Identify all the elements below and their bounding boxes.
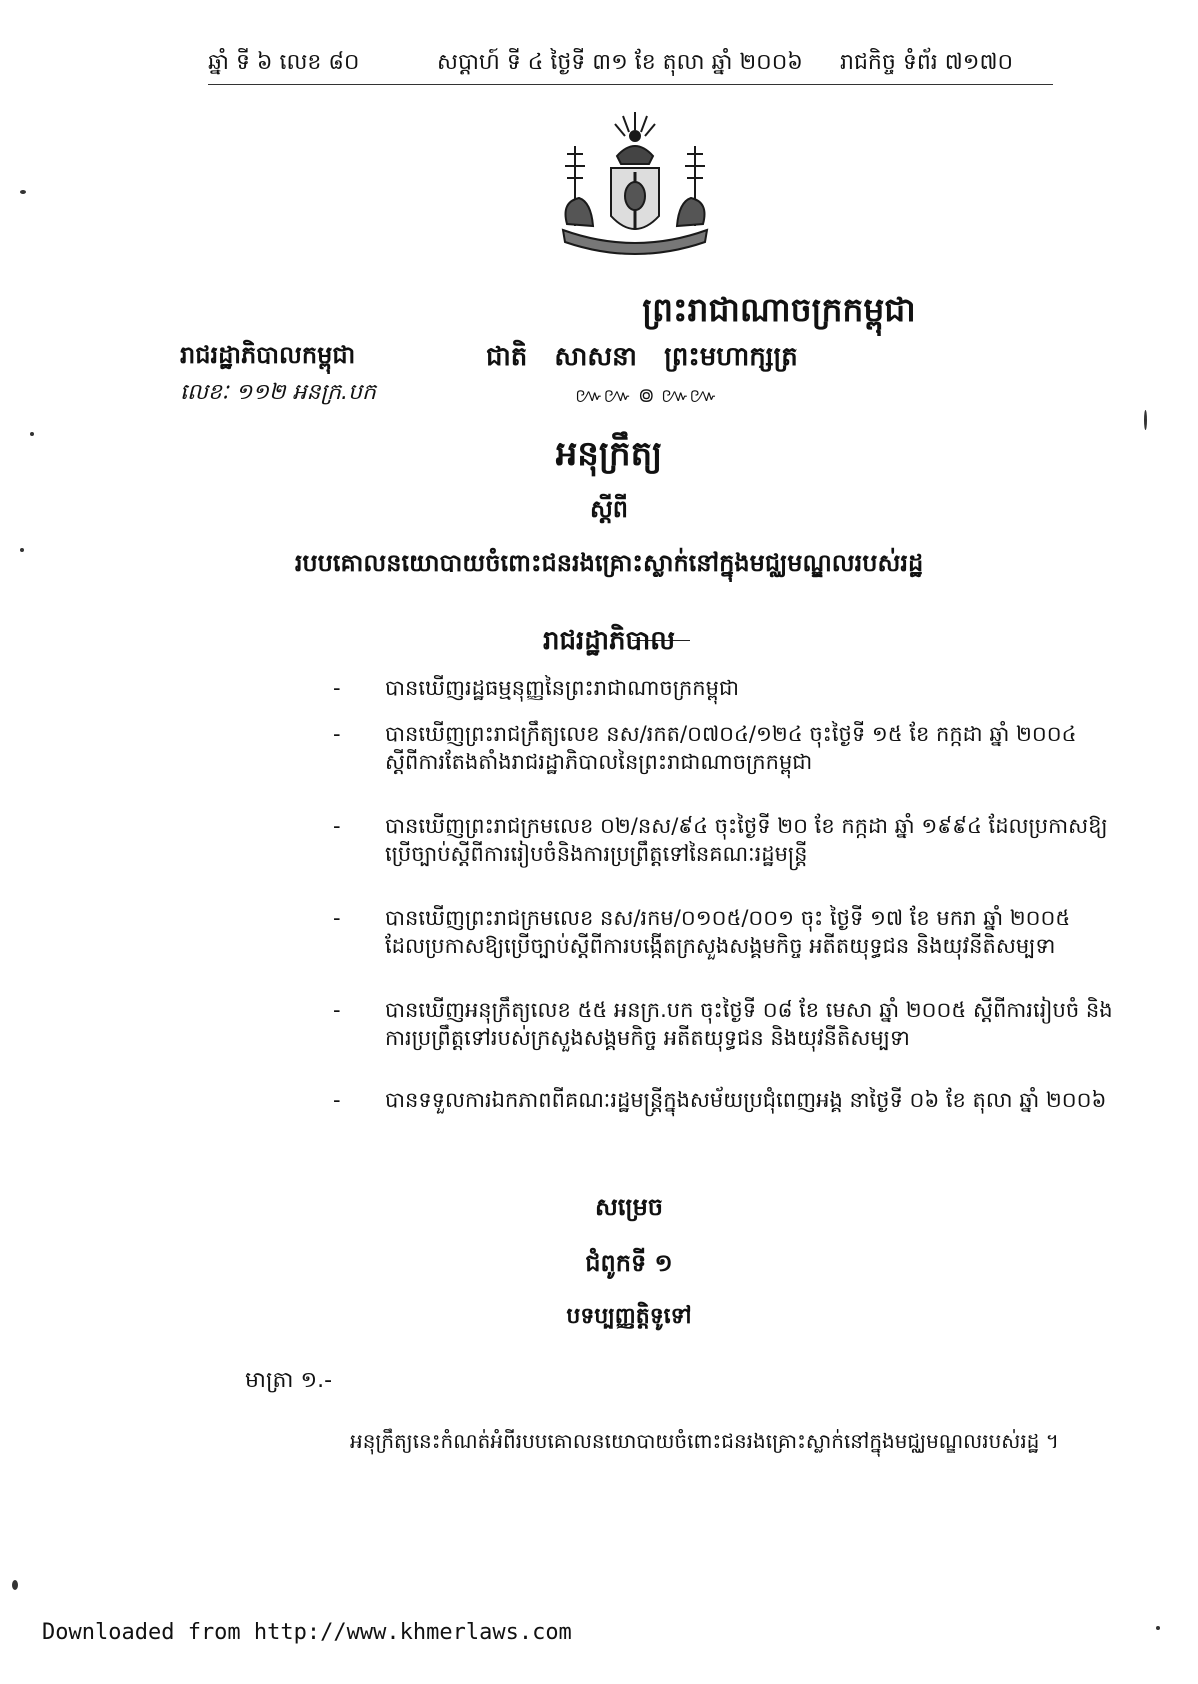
recital-item <box>333 904 1113 961</box>
chapter-title: បទប្បញ្ញត្តិទូទៅ <box>566 1304 692 1329</box>
royal-coat-of-arms-icon <box>545 106 725 266</box>
recital-text: បានឃើញអនុក្រឹត្យលេខ ៥៥ អនក្រ.បក ចុះថ្ងៃទី ០៨ ខែ មេសា ឆ្នាំ ២០០៥ ស្តីពីការរៀបចំ និងការប្រព្រឹត្តទៅរបស់ក្រសួងសង្គមកិច្ច អតីតយុទ្ធជន និងយុវនីតិសម្បទា <box>385 998 1113 1051</box>
national-motto: ជាតិ សាសនា ព្រះមហាក្សត្រ <box>486 342 798 372</box>
scan-speck <box>1144 410 1147 430</box>
recital-text: បានឃើញរដ្ឋធម្មនុញ្ញនៃព្រះរាជាណាចក្រកម្ពុជា <box>385 676 739 700</box>
motto-ornament: ៚៚ ៙ ៚៚ <box>575 383 718 407</box>
document-type: អនុក្រឹត្យ <box>555 434 663 474</box>
header-date: សប្តាហ៍ ទី ៤ ថ្ងៃទី ៣១ ខែ តុលា ឆ្នាំ ២០០៦ <box>437 50 803 75</box>
recital-dash: - <box>333 906 341 930</box>
scan-speck <box>1156 1626 1160 1630</box>
decides-heading: សម្រេច <box>594 1193 664 1221</box>
header-gazette-page: រាជកិច្ច ទំព័រ ៧១៧០ <box>840 50 1014 75</box>
about-label: ស្តីពី <box>589 495 629 523</box>
recital-text: បានឃើញព្រះរាជក្រមលេខ ០២/នស/៩៤ ចុះថ្ងៃទី ២០ ខែ កក្កដា ឆ្នាំ ១៩៩៤ ដែលប្រកាសឱ្យប្រើច្បាប់ស្តីពីការរៀបចំនិងការប្រព្រឹត្តទៅនៃគណៈរដ្ឋមន្ត្រី <box>385 814 1108 867</box>
recital-text: បានឃើញព្រះរាជក្រមលេខ នស/រកម/០១០៥/០០១ ចុះ ថ្ងៃទី ១៧ ខែ មករា ឆ្នាំ ២០០៥ ដែលប្រកាសឱ្យប្រើច្បាប់ស្តីពីការបង្កើតក្រសួងសង្គមកិច្ច អតីតយុទ្ធជន និងយុវនីតិសម្បទា <box>385 906 1071 959</box>
scan-speck <box>20 190 26 194</box>
article-label: មាត្រា ១.- <box>245 1368 333 1393</box>
recital-dash: - <box>333 1088 341 1112</box>
recital-item <box>333 1086 1113 1114</box>
scan-speck <box>20 548 24 552</box>
recital-dash: - <box>333 998 341 1022</box>
decree-subject: របបគោលនយោបាយចំពោះជនរងគ្រោះស្លាក់នៅក្នុងមជ្ឈមណ្ឌលរបស់រដ្ឋ <box>294 549 924 577</box>
issuer-number: លេខៈ ១១២ អនក្រ.បក <box>180 380 376 405</box>
recital-dash: - <box>333 722 341 746</box>
article-text: អនុក្រឹត្យនេះកំណត់អំពីរបបគោលនយោបាយចំពោះជនរងគ្រោះស្លាក់នៅក្នុងមជ្ឈមណ្ឌលរបស់រដ្ឋ ។ <box>350 1429 1059 1453</box>
recital-dash: - <box>333 676 341 700</box>
download-source-footer: Downloaded from http://www.khmerlaws.com <box>42 1620 572 1645</box>
header-rule <box>208 84 1053 85</box>
header-issue: ឆ្នាំ ទី ៦ លេខ ៨០ <box>208 50 360 75</box>
recital-item <box>333 996 1113 1053</box>
recital-text: បានឃើញព្រះរាជក្រឹត្យលេខ នស/រកត/០៧០៤/១២៤ ចុះថ្ងៃទី ១៥ ខែ កក្កដា ឆ្នាំ ២០០៤ ស្តីពីការតែងតាំងរាជរដ្ឋាភិបាលនៃព្រះរាជាណាចក្រកម្ពុជា <box>385 722 1077 775</box>
issuer-name: រាជរដ្ឋាភិបាលកម្ពុជា <box>180 341 356 369</box>
recital-item <box>333 812 1113 869</box>
chapter-heading: ជំពូកទី ១ <box>585 1249 673 1277</box>
government-heading: រាជរដ្ឋាភិបាល <box>542 626 676 656</box>
scan-speck <box>12 1580 18 1590</box>
recital-text: បានទទួលការឯកភាពពីគណៈរដ្ឋមន្ត្រីក្នុងសម័យប្រជុំពេញអង្គ នាថ្ងៃទី ០៦ ខែ តុលា ឆ្នាំ ២០០៦ <box>385 1088 1107 1112</box>
recital-item <box>333 674 1113 702</box>
scan-speck <box>30 432 34 436</box>
recital-dash: - <box>333 814 341 838</box>
kingdom-title: ព្រះរាជាណាចក្រកម្ពុជា <box>642 290 916 329</box>
recital-item <box>333 720 1113 777</box>
